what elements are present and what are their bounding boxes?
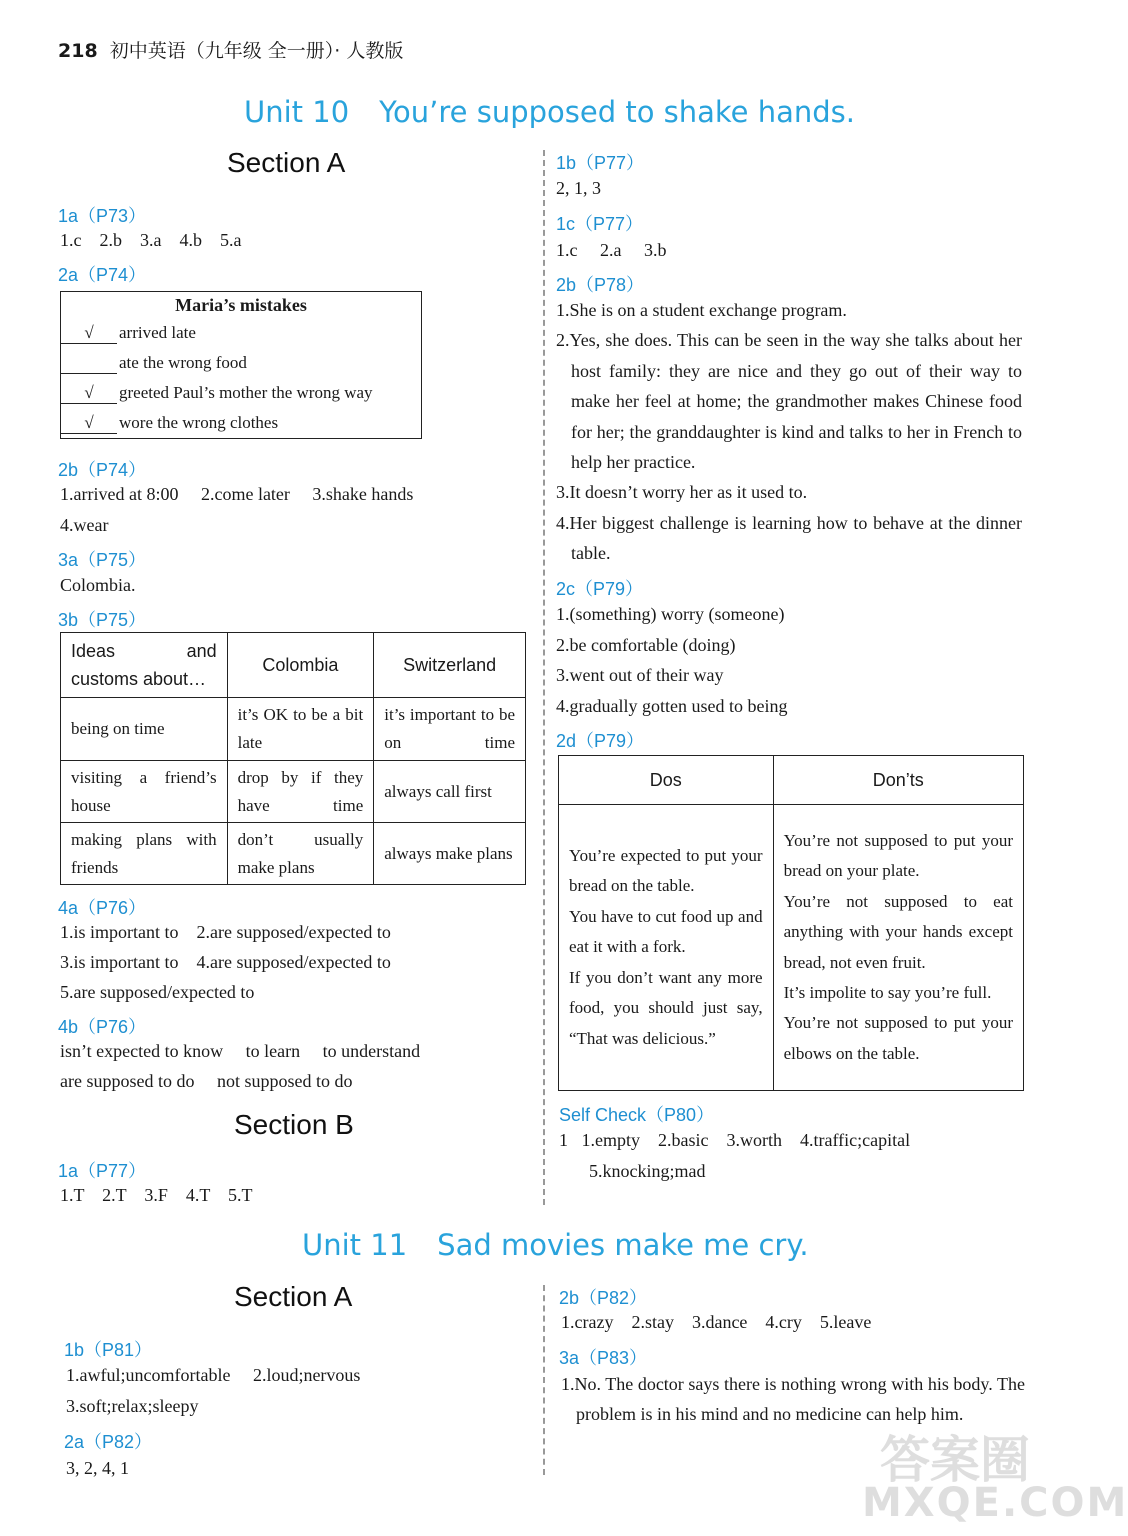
label-b2d: 2d（P79） [556,731,645,751]
table-header: Colombia [227,633,374,698]
watermark-url: MXQE.COM [862,1480,1128,1526]
label-2a: 2a（P74） [58,265,147,285]
answers-4b-line1: isn’t expected to know to learn to understand [60,1041,421,1061]
answers-u11-2b: 1.crazy 2.stay 3.dance 4.cry 5.leave [561,1312,872,1332]
label-3b: 3b（P75） [58,610,147,630]
answers-4b-line2: are supposed to do not supposed to do [60,1071,353,1091]
column-divider [543,150,545,1205]
check-mark: √ [61,323,117,344]
table-cell: always make plans [374,823,526,885]
table-row: √ wore the wrong clothes [61,408,422,439]
answers-2b-line1: 1.arrived at 8:00 2.come later 3.shake hands [60,484,414,504]
check-mark: √ [61,383,117,404]
list-item: 1.No. The doctor says there is nothing wrong with his body. The problem is in his mind and no medicine can help him. [561,1374,1025,1425]
table-title: Maria’s mistakes [175,294,307,315]
unit10-name: You’re supposed to shake hands. [379,95,856,129]
answers-b1c: 1.c 2.a 3.b [556,240,667,260]
table-header: Don’ts [773,756,1023,805]
list-item: 1.(something) worry (someone) [556,604,785,624]
label-b2b: 2b（P78） [556,275,645,295]
list-item: 2.Yes, she does. This can be seen in the way she talks about her host family: they are nice and they go out of their way to make her feel at home; the grandmother makes Chinese food for her; the granddaughter is kind and talks to her in French to help her practice. [556,330,1022,473]
page-header [58,36,403,63]
book-title: 初中英语（九年级 全一册）· 人教版 [109,40,404,62]
list-item: 3.It doesn’t worry her as it used to. [556,482,808,503]
section-b-heading: Section B [234,1109,354,1140]
section-a-heading: Section A [227,147,346,178]
table-header: Dos [559,756,774,805]
dos-donts-table [558,755,1024,1091]
label-3a: 3a（P75） [58,550,147,570]
unit10-title [244,95,855,129]
label-1a: 1a（P73） [58,206,147,226]
list-item: If you don’t want any more food, you should just say, “That was delicious.” [569,967,763,1048]
list-item: You’re not supposed to put your elbows on the table. [783,1013,1013,1063]
check-mark [61,353,117,374]
list-item: 4.gradually gotten used to being [556,696,788,716]
label-u11-2a: 2a（P82） [64,1432,153,1452]
answers-2b-line2: 4.wear [60,515,109,535]
watermark-logo: 答案圈 [880,1431,1030,1489]
list-item: You’re not supposed to put your bread on your plate. [783,830,1013,881]
answers-4a-line1: 1.is important to 2.are supposed/expected to [60,922,391,942]
unit10-number: Unit 10 [244,95,350,129]
unit11-title [302,1228,809,1262]
answer-3a: Colombia. [60,575,136,595]
answers-selfcheck-line2: 5.knocking;mad [589,1161,706,1181]
label-u11-1b: 1b（P81） [64,1340,153,1360]
table-row: √ arrived late [61,318,422,348]
table-header: Switzerland [374,633,526,698]
answers-u11-1b-line2: 3.soft;relax;sleepy [66,1396,199,1416]
label-2b: 2b（P74） [58,460,147,480]
label-b1c: 1c（P77） [556,214,644,234]
label-u11-2b: 2b（P82） [559,1288,648,1308]
answers-selfcheck-line1: 1 1.empty 2.basic 3.worth 4.traffic;capital [559,1130,911,1150]
label-b2c: 2c（P79） [556,579,644,599]
customs-table [60,632,526,885]
dos-cell [559,805,774,1091]
marias-mistakes-table [60,291,422,439]
table-cell: it’s important to be on time [374,698,526,761]
table-cell: visiting a friend’s house [61,761,228,823]
label-b1a: 1a（P77） [58,1161,147,1181]
column-divider [543,1285,545,1475]
check-mark: √ [61,413,117,434]
list-item: 1.She is on a student exchange program. [556,300,847,320]
donts-cell [773,805,1023,1091]
list-item: You have to cut food up and eat it with a fork. [569,906,763,957]
label-4b: 4b（P76） [58,1017,147,1037]
answers-u11-1b-line1: 1.awful;uncomfortable 2.loud;nervous [66,1365,361,1385]
unit11-name: Sad movies make me cry. [437,1228,809,1262]
label-u11-3a: 3a（P83） [559,1348,648,1368]
answers-u11-2a: 3, 2, 4, 1 [66,1458,129,1478]
table-cell: being on time [61,698,228,761]
table-row: √ greeted Paul’s mother the wrong way [61,378,422,408]
unit11-number: Unit 11 [302,1228,408,1262]
section-a-heading: Section A [234,1281,353,1312]
table-cell: making plans with friends [61,823,228,885]
table-cell: drop by if they have time [227,761,374,823]
answers-4a-line3: 5.are supposed/expected to [60,982,255,1002]
table-cell: don’t usually make plans [227,823,374,885]
list-item: 4.Her biggest challenge is learning how to behave at the dinner table. [556,512,1022,564]
list-item: You’re expected to put your bread on the table. [569,846,763,896]
answers-b1a: 1.T 2.T 3.F 4.T 5.T [60,1185,253,1205]
list-item: It’s impolite to say you’re full. [783,982,992,1002]
answers-b1b: 2, 1, 3 [556,178,601,198]
table-cell: always call first [374,761,526,823]
label-4a: 4a（P76） [58,898,147,918]
label-selfcheck: Self Check（P80） [559,1105,715,1125]
label-b1b: 1b（P77） [556,153,645,173]
table-header: Ideas and customs about… [61,633,228,698]
list-item: You’re not supposed to eat anything with your hands except bread, not even fruit. [783,891,1013,972]
answers-1a: 1.c 2.b 3.a 4.b 5.a [60,230,242,250]
table-row: ate the wrong food [61,348,422,378]
list-item: 2.be comfortable (doing) [556,635,736,655]
list-item: 3.went out of their way [556,665,724,685]
answers-4a-line2: 3.is important to 4.are supposed/expected to [60,952,391,972]
page-number: 218 [58,40,98,62]
table-cell: it’s OK to be a bit late [227,698,374,761]
answers-b2b [556,295,1022,569]
